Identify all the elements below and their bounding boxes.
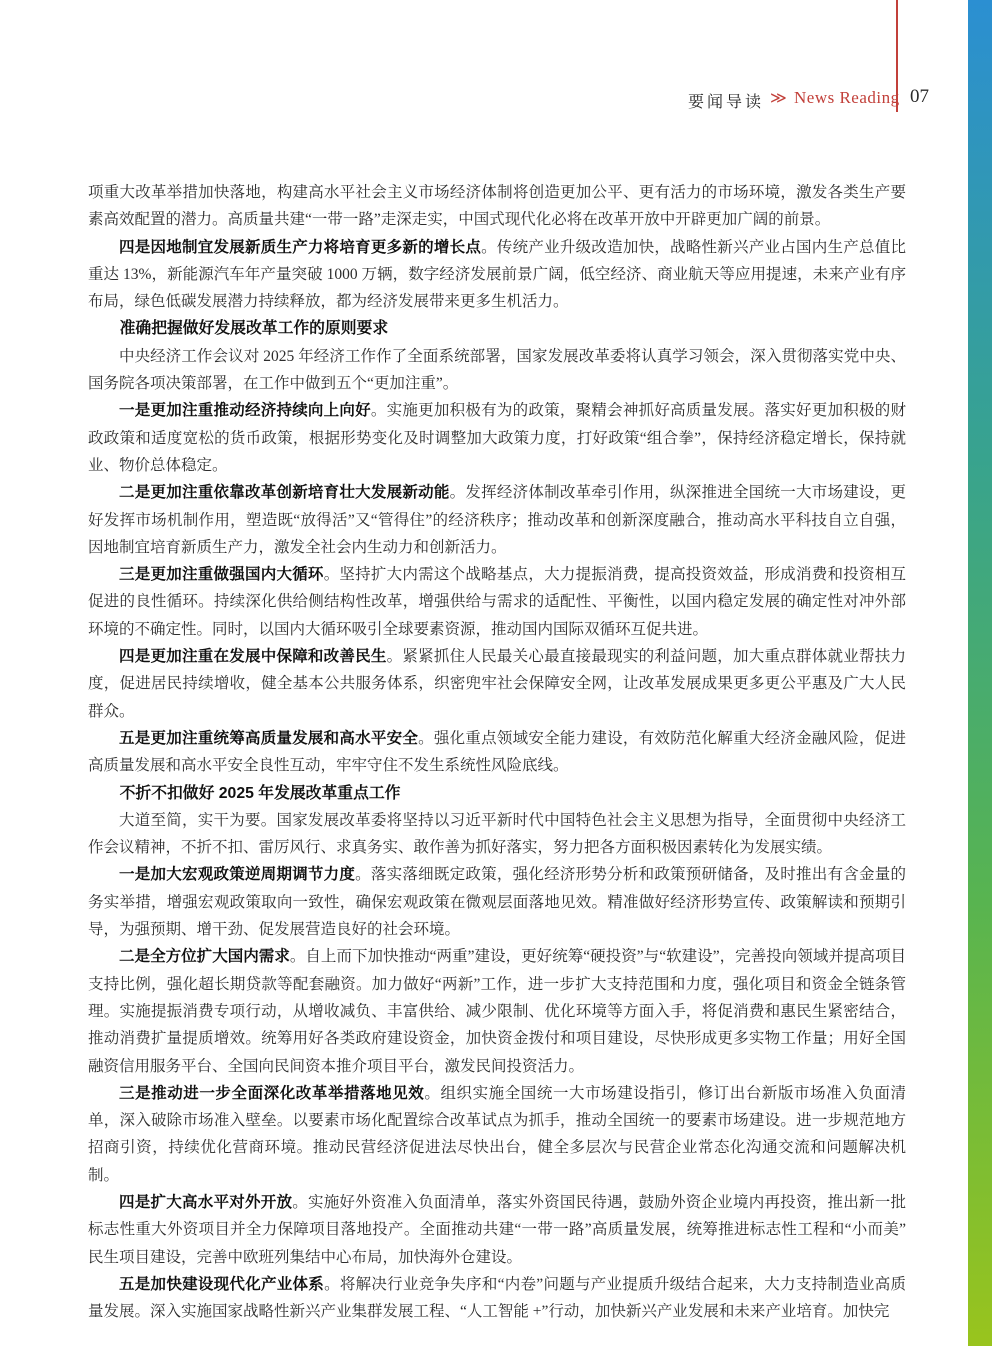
paragraph [88, 479, 906, 561]
paragraph [88, 179, 906, 234]
paragraph-lead: 五是更加注重统筹高质量发展和高水平安全 [119, 729, 419, 747]
paragraph-text: 。坚持扩大内需这个战略基点，大力提振消费，提高投资效益，形成消费和投资相互促进的良性循环。持续深化供给侧结构性改革，增强供给与需求的适配性、平衡性，以国内稳定发展的确定性对冲外部环境的不确定性。同时，以国内大循环吸引全球要素资源，推动国内国际双循环互促共进。 [88, 566, 906, 638]
header-section-title-zh: 要闻导读 [688, 94, 765, 111]
header-section-title-en: News Reading [794, 88, 900, 107]
paragraph [88, 861, 906, 943]
paragraph [88, 1189, 906, 1271]
paragraph-lead: 三是更加注重做强国内大循环 [119, 566, 324, 584]
paragraph-text: 。实施更加积极有为的政策，聚精会神抓好高质量发展。落实好更加积极的财政政策和适度宽松的货币政策，根据形势变化及时调整加大政策力度，打好政策“组合拳”，保持经济稳定增长，保持就业、物价总体稳定。 [88, 402, 906, 474]
paragraph-lead: 二是更加注重依靠改革创新培育壮大发展新动能 [119, 484, 450, 502]
paragraph-lead: 一是加大宏观政策逆周期调节力度 [119, 866, 356, 884]
paragraph-lead: 三是推动进一步全面深化改革举措落地见效 [119, 1084, 425, 1102]
paragraph-lead: 四是更加注重在发展中保障和改善民生 [119, 648, 387, 666]
article-body [88, 179, 906, 1325]
paragraph-lead: 一是更加注重推动经济持续向上向好 [119, 402, 371, 420]
paragraph-lead: 五是加快建设现代化产业体系 [119, 1275, 325, 1293]
paragraph [88, 807, 906, 862]
paragraph-lead: 四是扩大高水平对外开放 [119, 1193, 293, 1211]
paragraph [88, 234, 906, 316]
paragraph-text: 。自上而下加快推动“两重”建设，更好统筹“硬投资”与“软建设”，完善投向领域并提高项目支持比例，强化超长期贷款等配套融资。加力做好“两新”工作，进一步扩大支持范围和力度，强化项目和资金全链条管理。实施提振消费专项行动，从增收减负、丰富供给、减少限制、优化环境等方面入手，将促消费和惠民生紧密结合，推动消费扩量提质增效。统筹用好各类政府建设资金，加快资金拨付和项目建设，尽快形成更多实物工作量；用好全国融资信用服务平台、全国向民间资本推介项目平台，激发民间投资活力。 [88, 948, 906, 1075]
paragraph [88, 561, 906, 643]
paragraph [88, 1271, 906, 1326]
paragraph-text: 。强化重点领域安全能力建设，有效防范化解重大经济金融风险，促进高质量发展和高水平安全良性互动，牢牢守住不发生系统性风险底线。 [88, 729, 906, 775]
paragraph-text: 。发挥经济体制改革牵引作用，纵深推进全国统一大市场建设，更好发挥市场机制作用，塑造既“放得活”又“管得住”的经济秩序；推动改革和创新深度融合，推动高水平科技自立自强，因地制宜培育新质生产力，激发全社会内生动力和创新活力。 [88, 484, 906, 556]
paragraph [88, 397, 906, 479]
paragraph-lead: 四是因地制宜发展新质生产力将培育更多新的增长点 [119, 238, 482, 256]
paragraph-lead: 二是全方位扩大国内需求 [119, 948, 290, 966]
section-heading: 准确把握做好发展改革工作的原则要求 [119, 320, 389, 338]
paragraph-text: 。紧紧抓住人民最关心最直接最现实的利益问题，加大重点群体就业帮扶力度，促进居民持续增收，健全基本公共服务体系，织密兜牢社会保障安全网，让改革发展成果更多更公平惠及广大人民群众。 [88, 648, 906, 720]
paragraph-text: 。将解决行业竞争失序和“内卷”问题与产业提质升级结合起来，大力支持制造业高质量发展。深入实施国家战略性新兴产业集群发展工程、“人工智能 +”行动，加快新兴产业发展和未来产业培育。加快完 [88, 1275, 906, 1321]
paragraph-text: 大道至简，实干为要。国家发展改革委将坚持以习近平新时代中国特色社会主义思想为指导，全面贯彻中央经济工作会议精神，不折不扣、雷厉风行、求真务实、敢作善为抓好落实，努力把各方面积极因素转化为发展实绩。 [88, 811, 906, 857]
paragraph [88, 643, 906, 725]
double-chevron-icon: ≫ [770, 90, 787, 107]
paragraph-text: 项重大改革举措加快落地，构建高水平社会主义市场经济体制将创造更加公平、更有活力的市场环境，激发各类生产要素高效配置的潜力。高质量共建“一带一路”走深走实，中国式现代化必将在改革开放中开辟更加广阔的前景。 [88, 184, 906, 229]
gradient-edge-bar [968, 0, 992, 1346]
section-heading: 不折不扣做好 2025 年发展改革重点工作 [119, 784, 401, 802]
paragraph-text: 。组织实施全国统一大市场建设指引，修订出台新版市场准入负面清单，深入破除市场准入壁垒。以要素市场化配置综合改革试点为抓手，推动全国统一的要素市场建设。进一步规范地方招商引资，持续优化营商环境。推动民营经济促进法尽快出台，健全多层次与民营企业常态化沟通交流和问题解决机制。 [88, 1084, 906, 1184]
paragraph-text: 。落实落细既定政策，强化经济形势分析和政策预研储备，及时推出有含金量的务实举措，增强宏观政策取向一致性，确保宏观政策在微观层面落地见效。精准做好经济形势宣传、政策解读和预期引导，为强预期、增干劲、促发展营造良好的社会环境。 [88, 866, 906, 939]
paragraph [88, 343, 906, 398]
paragraph-text: 。传统产业升级改造加快，战略性新兴产业占国内生产总值比重达 13%，新能源汽车年产量突破 1000 万辆，数字经济发展前景广阔，低空经济、商业航天等应用提速，未来产业有序布局，绿色低碳发展潜力持续释放，都为经济发展带来更多生机活力。 [88, 238, 906, 311]
paragraph [88, 943, 906, 1079]
paragraph [88, 1080, 906, 1189]
paragraph [88, 725, 906, 780]
page-number: 07 [910, 86, 929, 107]
paragraph-text: 中央经济工作会议对 2025 年经济工作作了全面系统部署，国家发展改革委将认真学习领会，深入贯彻落实党中央、国务院各项决策部署，在工作中做到五个“更加注重”。 [88, 347, 906, 393]
paragraph-text: 。实施好外资准入负面清单，落实外资国民待遇，鼓励外资企业境内再投资，推出新一批标志性重大外资项目并全力保障项目落地投产。全面推动共建“一带一路”高质量发展，统筹推进标志性工程和“小而美”民生项目建设，完善中欧班列集结中心布局，加快海外仓建设。 [88, 1193, 906, 1266]
